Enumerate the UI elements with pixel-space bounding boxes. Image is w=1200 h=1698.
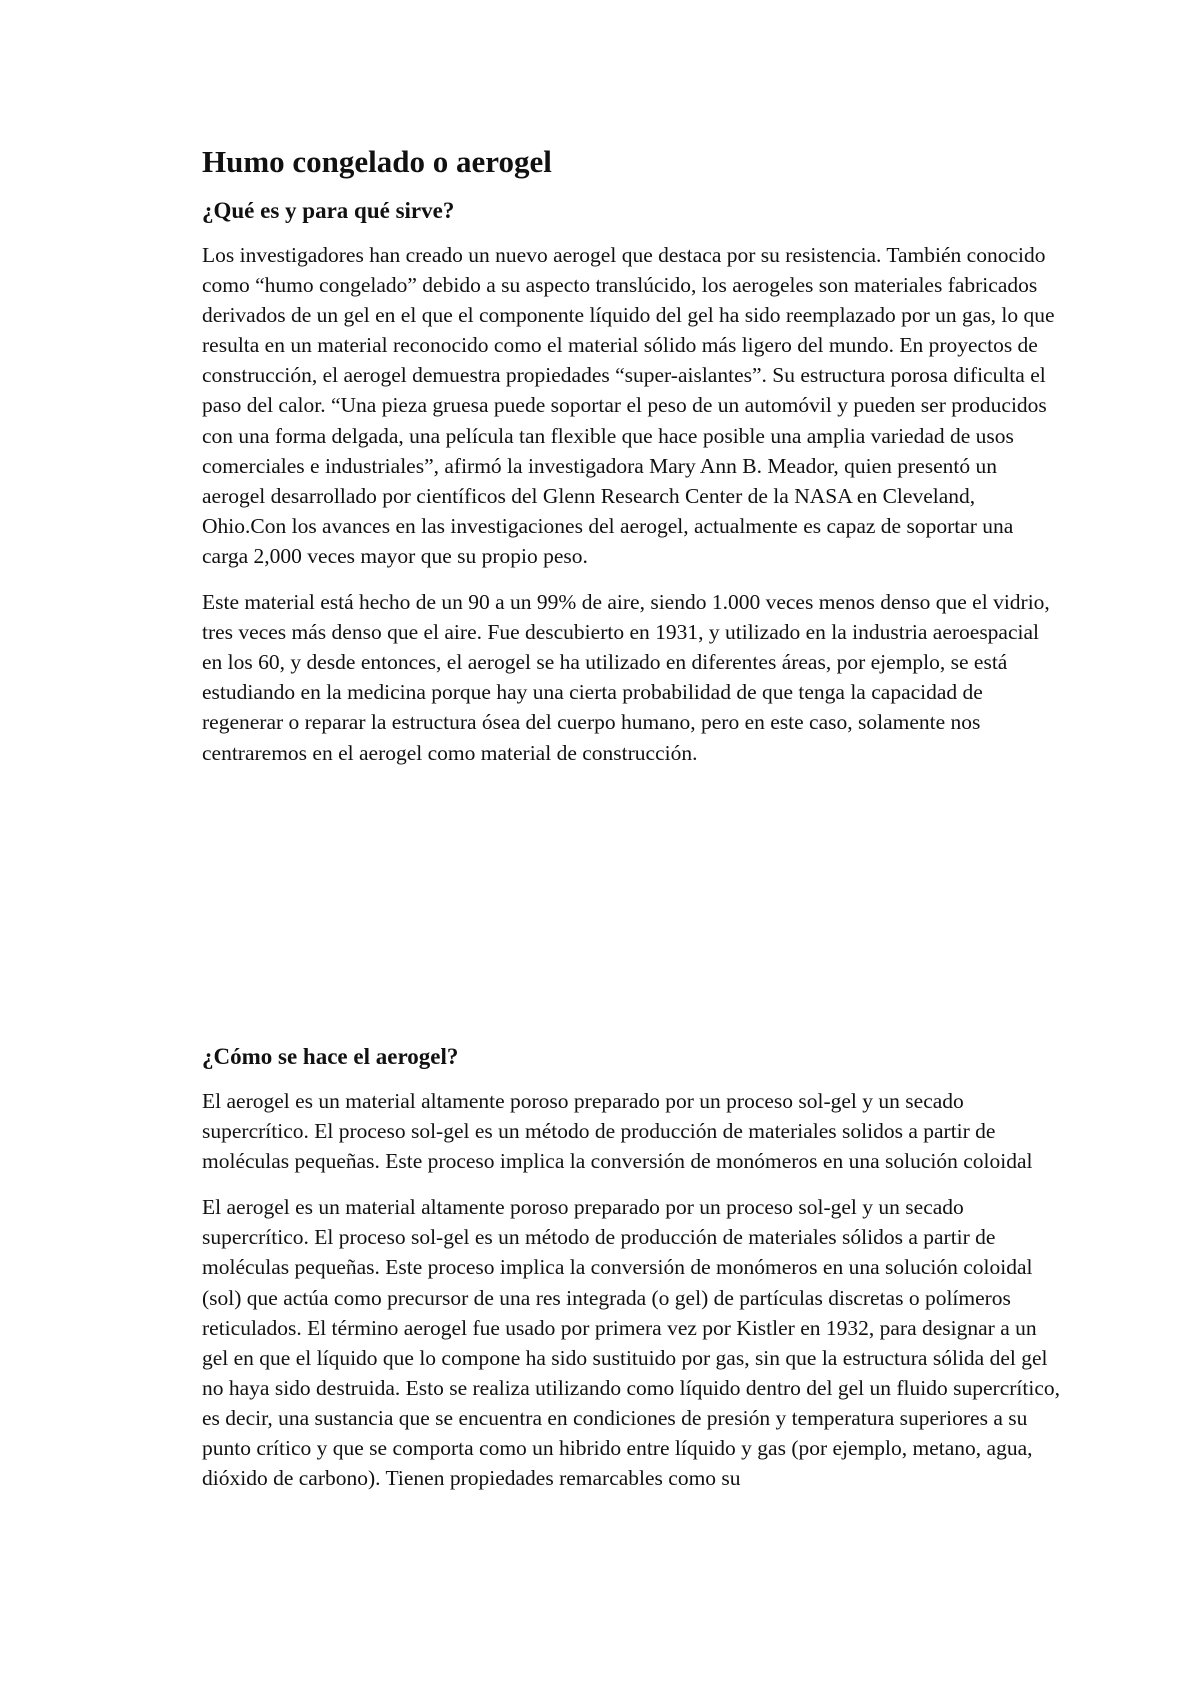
paragraph-process-long: El aerogel es un material altamente poroso preparado por un proceso sol-gel y un secado supercrítico. El proceso sol-gel es un método de producción de materiales sólidos a partir de moléculas pequeñas. Este proceso implica la conversión de monómeros en una solución coloidal (sol) que actúa como precursor de una res integrada (o gel) de partículas discretas o polímeros reticulados. El término aerogel fue usado por primera vez por Kistler en 1932, para designar a un gel en que el líquido que lo compone ha sido sustituido por gas, sin que la estructura sólida del gel no haya sido destruida. Esto se realiza utilizando como líquido dentro del gel un fluido supercrítico, es decir, una sustancia que se encuentra en condiciones de presión y temperatura superiores a su punto crítico y que se comporta como un hibrido entre líquido y gas (por ejemplo, metano, agua, dióxido de carbono). Tienen propiedades remarcables como su xyxy=(202,1195,1060,1491)
section-heading-how-made: ¿Cómo se hace el aerogel? xyxy=(202,1044,459,1069)
paragraph-intro: Los investigadores han creado un nuevo aerogel que destaca por su resistencia. También conocido como “humo congelado” debido a su aspecto translúcido, los aerogeles son materiales fabricados derivados de un gel en el que el componente líquido del gel ha sido reemplazado por un gas, lo que resulta en un material reconocido como el material sólido más ligero del mundo. En proyectos de construcción, el aerogel demuestra propiedades “super-aislantes”. Su estructura porosa dificulta el paso del calor. “Una pieza gruesa puede soportar el peso de un automóvil y pueden ser producidos con una forma delgada, una película tan flexible que hace posible una amplia variedad de usos comerciales e industriales”, afirmó la investigadora Mary Ann B. Meador, quien presentó un aerogel desarrollado por científicos del Glenn Research Center de la NASA en Cleveland, Ohio.Con los avances en las investigaciones del aerogel, actualmente es capaz de soportar una carga 2,000 veces mayor que su propio peso. xyxy=(202,243,1055,568)
section-heading-what-is: ¿Qué es y para qué sirve? xyxy=(202,198,455,223)
document-title: Humo congelado o aerogel xyxy=(202,144,552,179)
paragraph-composition: Este material está hecho de un 90 a un 99% de aire, siendo 1.000 veces menos denso que el vidrio, tres veces más denso que el aire. Fue descubierto en 1931, y utilizado en la industria aeroespacial en los 60, y desde entonces, el aerogel se ha utilizado en diferentes áreas, por ejemplo, se está estudiando en la medicina porque hay una cierta probabilidad de que tenga la capacidad de regenerar o reparar la estructura ósea del cuerpo humano, pero en este caso, solamente nos centraremos en el aerogel como material de construcción. xyxy=(202,590,1050,765)
section-how-made xyxy=(202,1042,1060,1509)
paragraph-process-short: El aerogel es un material altamente poroso preparado por un proceso sol-gel y un secado supercrítico. El proceso sol-gel es un método de producción de materiales solidos a partir de moléculas pequeñas. Este proceso implica la conversión de monómeros en una solución coloidal xyxy=(202,1089,1033,1174)
section-what-is-aerogel xyxy=(202,142,1060,784)
